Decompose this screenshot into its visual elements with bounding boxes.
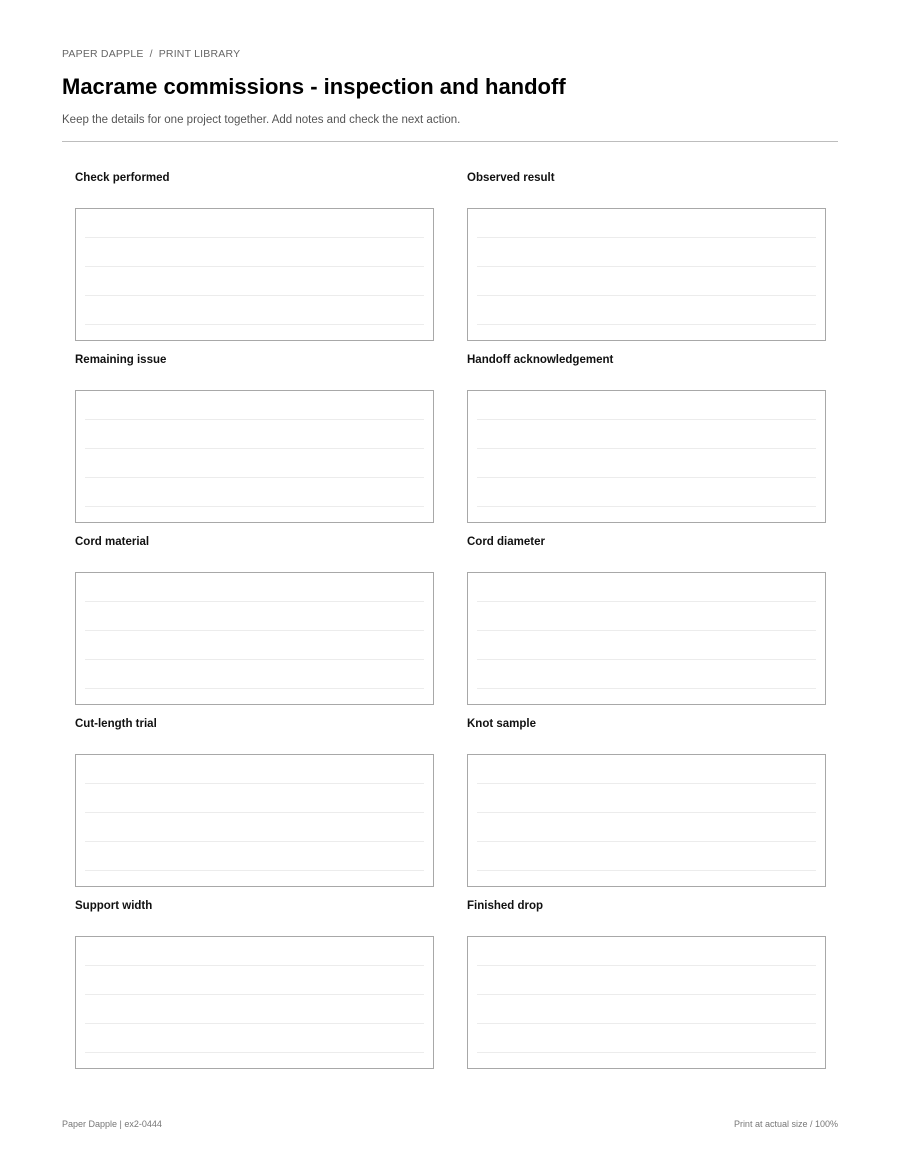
field-cord-diameter xyxy=(467,536,826,718)
ruled-line xyxy=(477,688,816,689)
ruled-line xyxy=(477,1052,816,1053)
field-knot-sample xyxy=(467,718,826,900)
field-label: Check performed xyxy=(75,172,170,184)
breadcrumb-separator: / xyxy=(149,48,153,60)
ruled-line xyxy=(477,266,816,267)
field-label: Cord material xyxy=(75,536,150,548)
field-cut-length-trial xyxy=(75,718,434,900)
ruled-line xyxy=(85,659,424,660)
field-label: Handoff acknowledgement xyxy=(467,354,614,366)
ruled-line xyxy=(477,630,816,631)
ruled-line xyxy=(85,237,424,238)
field-cord-material xyxy=(75,536,434,718)
footer-print-note: Print at actual size / 100% xyxy=(733,1119,838,1129)
ruled-line xyxy=(85,295,424,296)
notes-box[interactable] xyxy=(75,572,434,705)
field-label: Finished drop xyxy=(467,900,544,912)
ruled-line xyxy=(85,1052,424,1053)
ruled-line xyxy=(477,841,816,842)
breadcrumb-item-brand: PAPER DAPPLE xyxy=(62,48,144,60)
notes-box[interactable] xyxy=(75,390,434,523)
ruled-line xyxy=(85,477,424,478)
notes-box[interactable] xyxy=(75,208,434,341)
ruled-line xyxy=(477,783,816,784)
ruled-line xyxy=(85,841,424,842)
field-handoff-acknowledgement xyxy=(467,354,826,536)
ruled-line xyxy=(85,688,424,689)
ruled-line xyxy=(85,601,424,602)
ruled-line xyxy=(477,237,816,238)
ruled-line xyxy=(477,601,816,602)
ruled-line xyxy=(477,659,816,660)
ruled-line xyxy=(85,1023,424,1024)
field-remaining-issue xyxy=(75,354,434,536)
field-observed-result xyxy=(467,172,826,354)
field-label: Remaining issue xyxy=(75,354,167,366)
ruled-line xyxy=(85,812,424,813)
ruled-line xyxy=(477,870,816,871)
ruled-line xyxy=(477,994,816,995)
notes-box[interactable] xyxy=(467,936,826,1069)
notes-box[interactable] xyxy=(467,754,826,887)
ruled-line xyxy=(477,448,816,449)
field-label: Observed result xyxy=(467,172,555,184)
notes-box[interactable] xyxy=(75,754,434,887)
ruled-line xyxy=(85,965,424,966)
ruled-line xyxy=(477,506,816,507)
ruled-line xyxy=(477,324,816,325)
ruled-line xyxy=(85,324,424,325)
notes-box[interactable] xyxy=(75,936,434,1069)
fields-grid xyxy=(75,172,826,1082)
field-label: Cut-length trial xyxy=(75,718,157,730)
field-label: Support width xyxy=(75,900,153,912)
ruled-line xyxy=(477,812,816,813)
field-label: Cord diameter xyxy=(467,536,545,548)
field-support-width xyxy=(75,900,434,1082)
notes-box[interactable] xyxy=(467,390,826,523)
ruled-line xyxy=(85,870,424,871)
ruled-line xyxy=(85,630,424,631)
breadcrumb xyxy=(62,48,240,60)
field-finished-drop xyxy=(467,900,826,1082)
notes-box[interactable] xyxy=(467,572,826,705)
ruled-line xyxy=(477,1023,816,1024)
ruled-line xyxy=(85,506,424,507)
ruled-line xyxy=(85,448,424,449)
ruled-line xyxy=(477,477,816,478)
header-divider xyxy=(62,141,838,142)
ruled-line xyxy=(477,419,816,420)
notes-box[interactable] xyxy=(467,208,826,341)
ruled-line xyxy=(85,266,424,267)
page-subtitle: Keep the details for one project together. Add notes and check the next action. xyxy=(62,114,461,126)
breadcrumb-item-library: PRINT LIBRARY xyxy=(158,48,241,60)
footer-document-id: Paper Dapple | ex2-0444 xyxy=(62,1119,162,1129)
field-label: Knot sample xyxy=(467,718,537,730)
ruled-line xyxy=(477,295,816,296)
ruled-line xyxy=(85,783,424,784)
ruled-line xyxy=(85,419,424,420)
field-check-performed xyxy=(75,172,434,354)
ruled-line xyxy=(85,994,424,995)
page-title: Macrame commissions - inspection and handoff xyxy=(62,74,566,99)
ruled-line xyxy=(477,965,816,966)
